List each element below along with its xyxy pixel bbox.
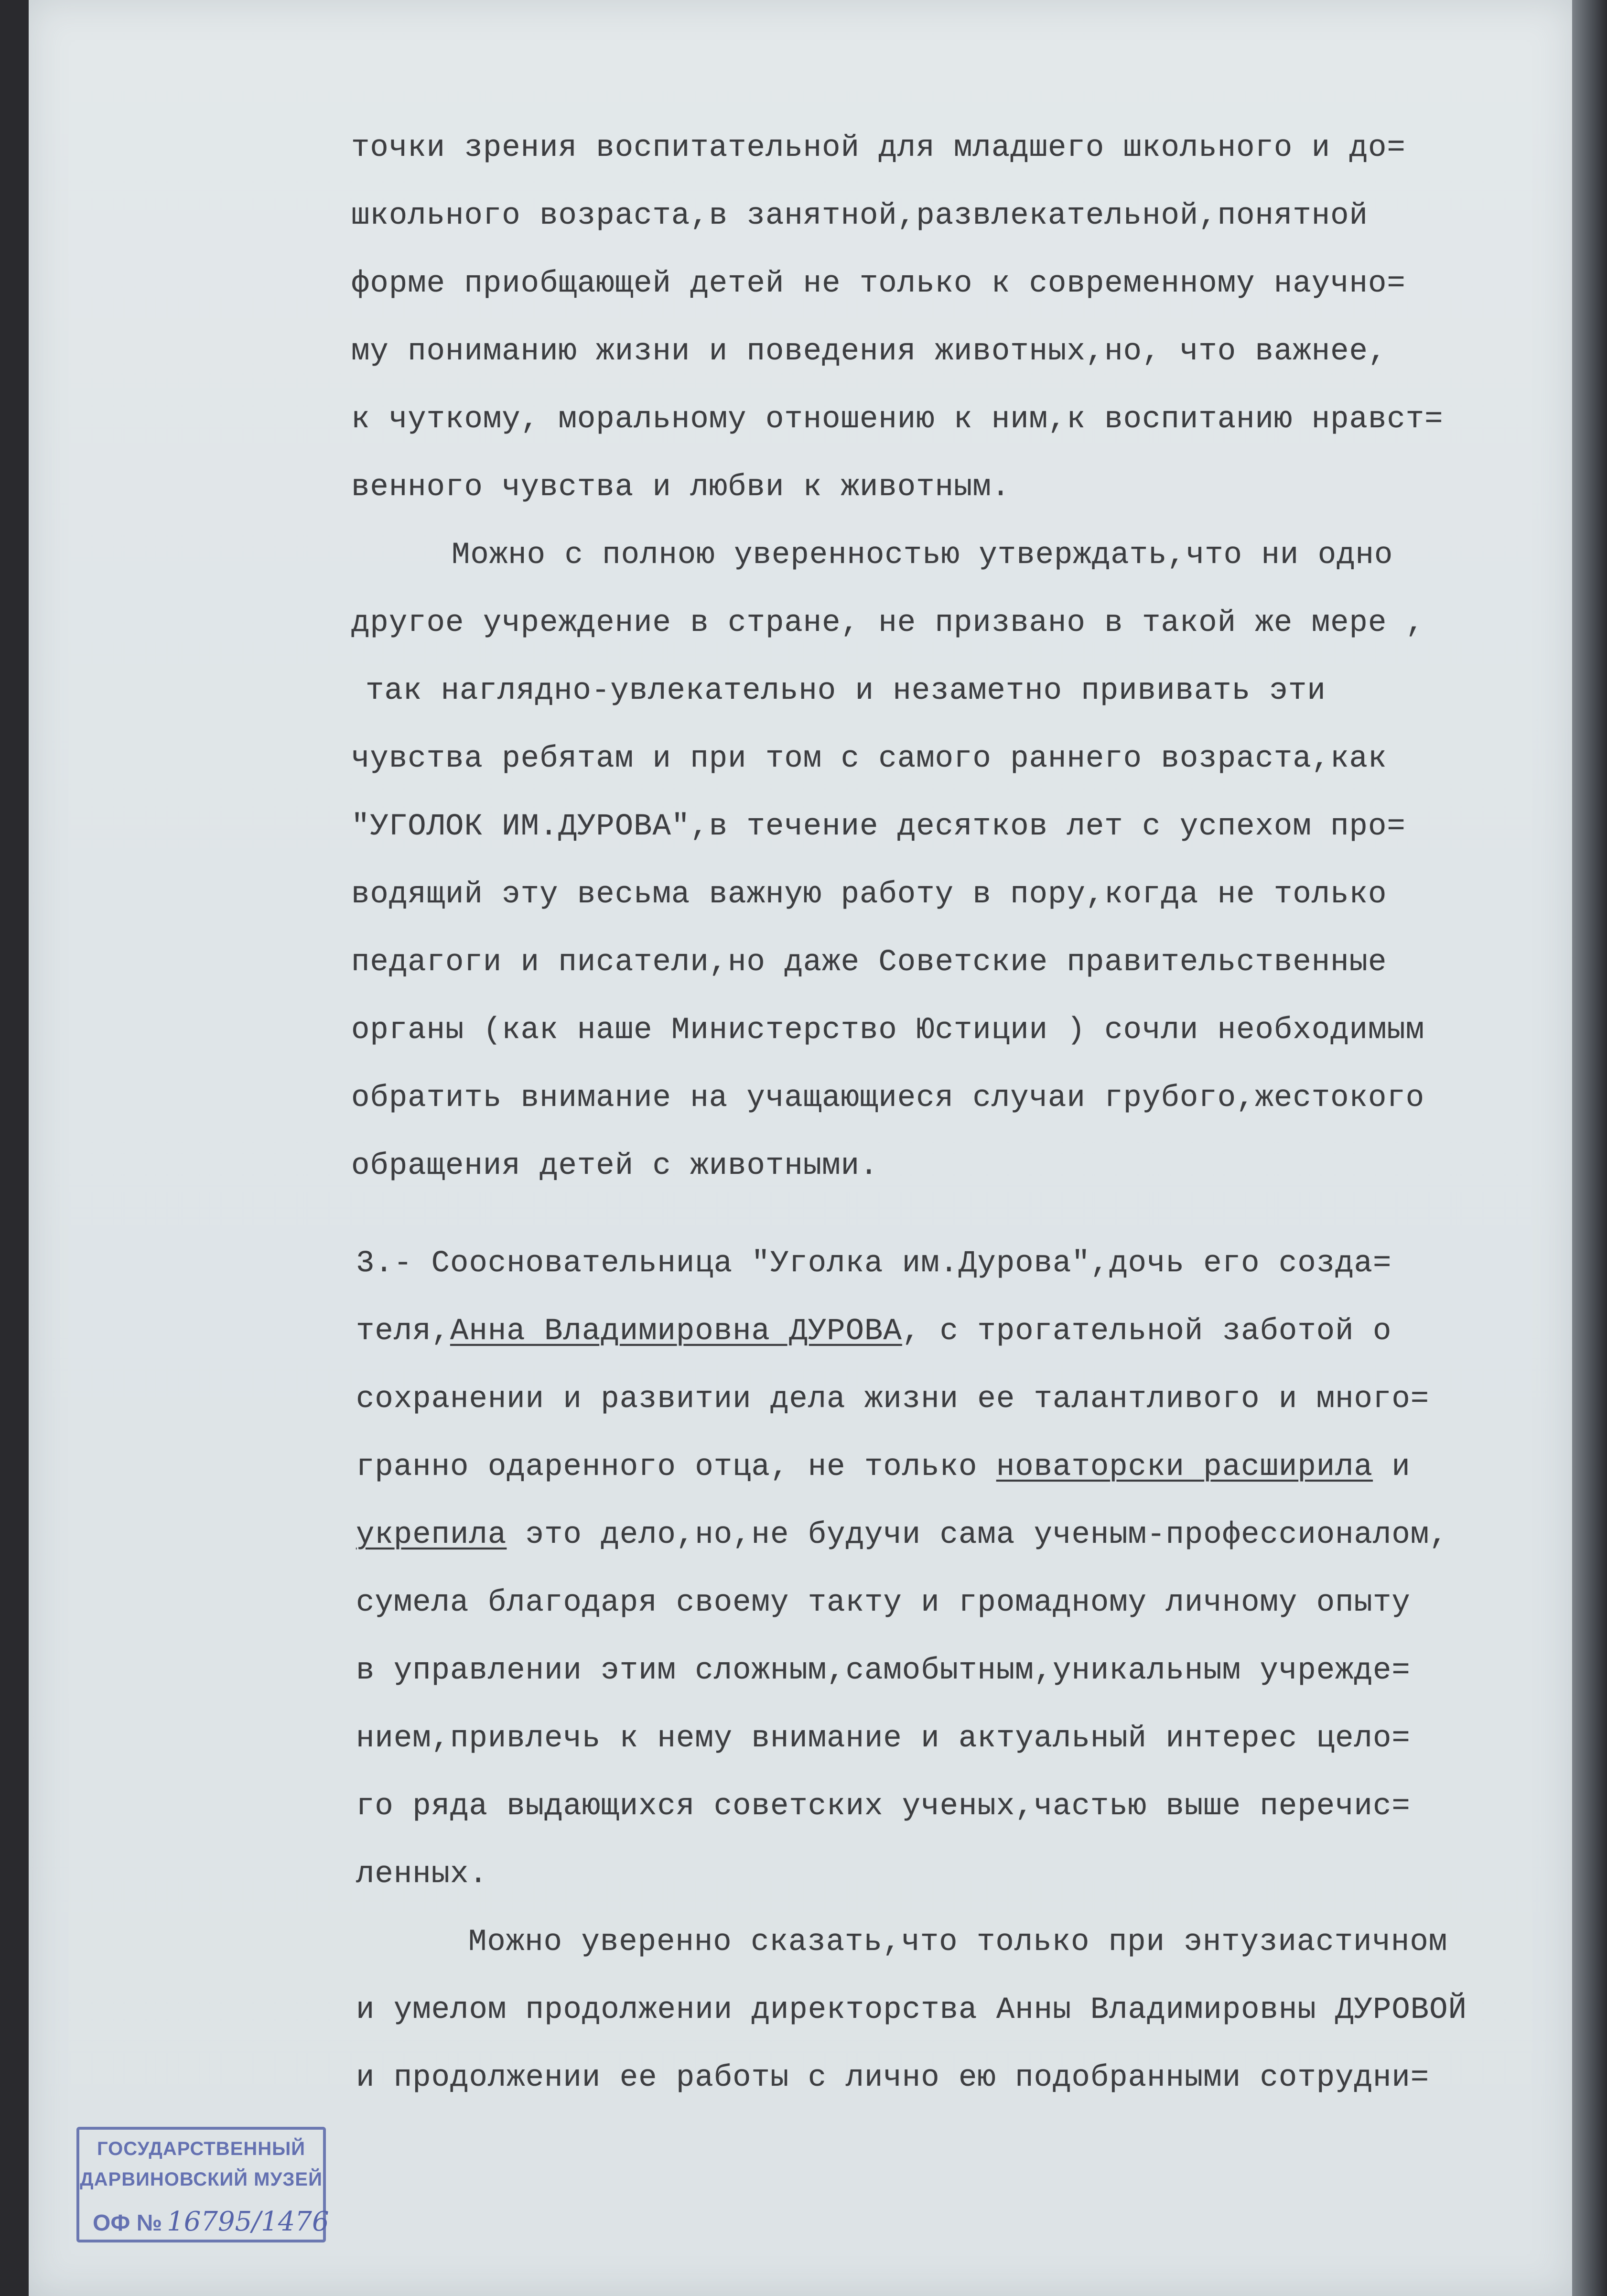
- underlined-phrase: новаторски расширила: [996, 1450, 1373, 1484]
- text-fragment: и: [1372, 1450, 1411, 1484]
- text-line: форме приобщающей детей не только к современному научно=: [351, 267, 1406, 301]
- text-line: к чуткому, моральному отношению к ним,к воспитанию нравст=: [351, 402, 1444, 437]
- text-line: чувства ребятам и при том с самого раннего возраста,как: [351, 742, 1387, 776]
- text-line: школьного возраста,в занятной,развлекательной,понятной: [351, 199, 1368, 233]
- text-line: нием,привлечь к нему внимание и актуальный интерес цело=: [356, 1722, 1411, 1756]
- text-line: ленных.: [356, 1857, 488, 1892]
- text-line: водящий эту весьма важную работу в пору,когда не только: [351, 877, 1387, 912]
- text-fragment: , с трогательной заботой о: [902, 1314, 1392, 1349]
- text-line: Можно уверенно сказать,что только при энтузиастичном: [468, 1925, 1448, 1960]
- text-line: венного чувства и любви к животным.: [351, 470, 1011, 505]
- text-line: обратить внимание на учащающиеся случаи грубого,жестокого: [351, 1081, 1425, 1116]
- stamp-line-1: ГОСУДАРСТВЕННЫЙ: [97, 2138, 306, 2159]
- text-line: органы (как наше Министерство Юстиции ) сочли необходимым: [351, 1013, 1425, 1048]
- stamp-line-2: ДАРВИНОВСКИЙ МУЗЕЙ: [80, 2169, 323, 2190]
- text-fragment: теля,: [356, 1314, 451, 1349]
- text-line: точки зрения воспитательной для младшего школьного и до=: [351, 131, 1406, 165]
- text-line: "УГОЛОК ИМ.ДУРОВА",в течение десятков лет с успехом про=: [351, 810, 1406, 844]
- text-line: педагоги и писатели,но даже Советские правительственные: [351, 945, 1387, 980]
- text-line: в управлении этим сложным,самобытным,уникальным учрежде=: [356, 1654, 1411, 1688]
- stamp-prefix: ОФ №: [93, 2210, 162, 2236]
- text-line: Можно с полною уверенностью утверждать,что ни одно: [452, 538, 1393, 573]
- text-line: сохранении и развитии дела жизни ее талантливого и много=: [356, 1382, 1430, 1417]
- text-fragment: это дело,но,не будучи сама ученым-профессионалом,: [507, 1518, 1448, 1552]
- text-line: сумела благодаря своему такту и громадному личному опыту: [356, 1586, 1411, 1620]
- text-line: другое учреждение в стране, не призвано в такой же мере ,: [351, 606, 1425, 640]
- text-line: и умелом продолжении директорства Анны Владимировны ДУРОВОЙ: [356, 1993, 1467, 2027]
- text-line: [356, 1316, 1391, 1347]
- text-line: обращения детей с животными.: [351, 1149, 879, 1183]
- text-fragment: гранно одаренного отца, не только: [356, 1450, 996, 1484]
- stamp-number-line: [93, 2206, 329, 2237]
- stamp-number: 16795/1476: [167, 2206, 329, 2237]
- museum-stamp: [76, 2127, 329, 2242]
- text-line: го ряда выдающихся советских ученых,частью выше перечис=: [356, 1789, 1411, 1824]
- underlined-word: укрепила: [356, 1518, 507, 1552]
- text-line: и продолжении ее работы с лично ею подобранными сотрудни=: [356, 2061, 1430, 2095]
- text-line: [356, 1520, 1448, 1550]
- text-line: му пониманию жизни и поведения животных,но, что важнее,: [351, 335, 1387, 369]
- text-line: так наглядно-увлекательно и незаметно прививать эти: [366, 674, 1326, 708]
- underlined-name: Анна Владимировна ДУРОВА: [450, 1314, 902, 1349]
- text-line: 3.- Соосновательница "Уголка им.Дурова",дочь его созда=: [356, 1246, 1392, 1281]
- text-line: [356, 1452, 1411, 1483]
